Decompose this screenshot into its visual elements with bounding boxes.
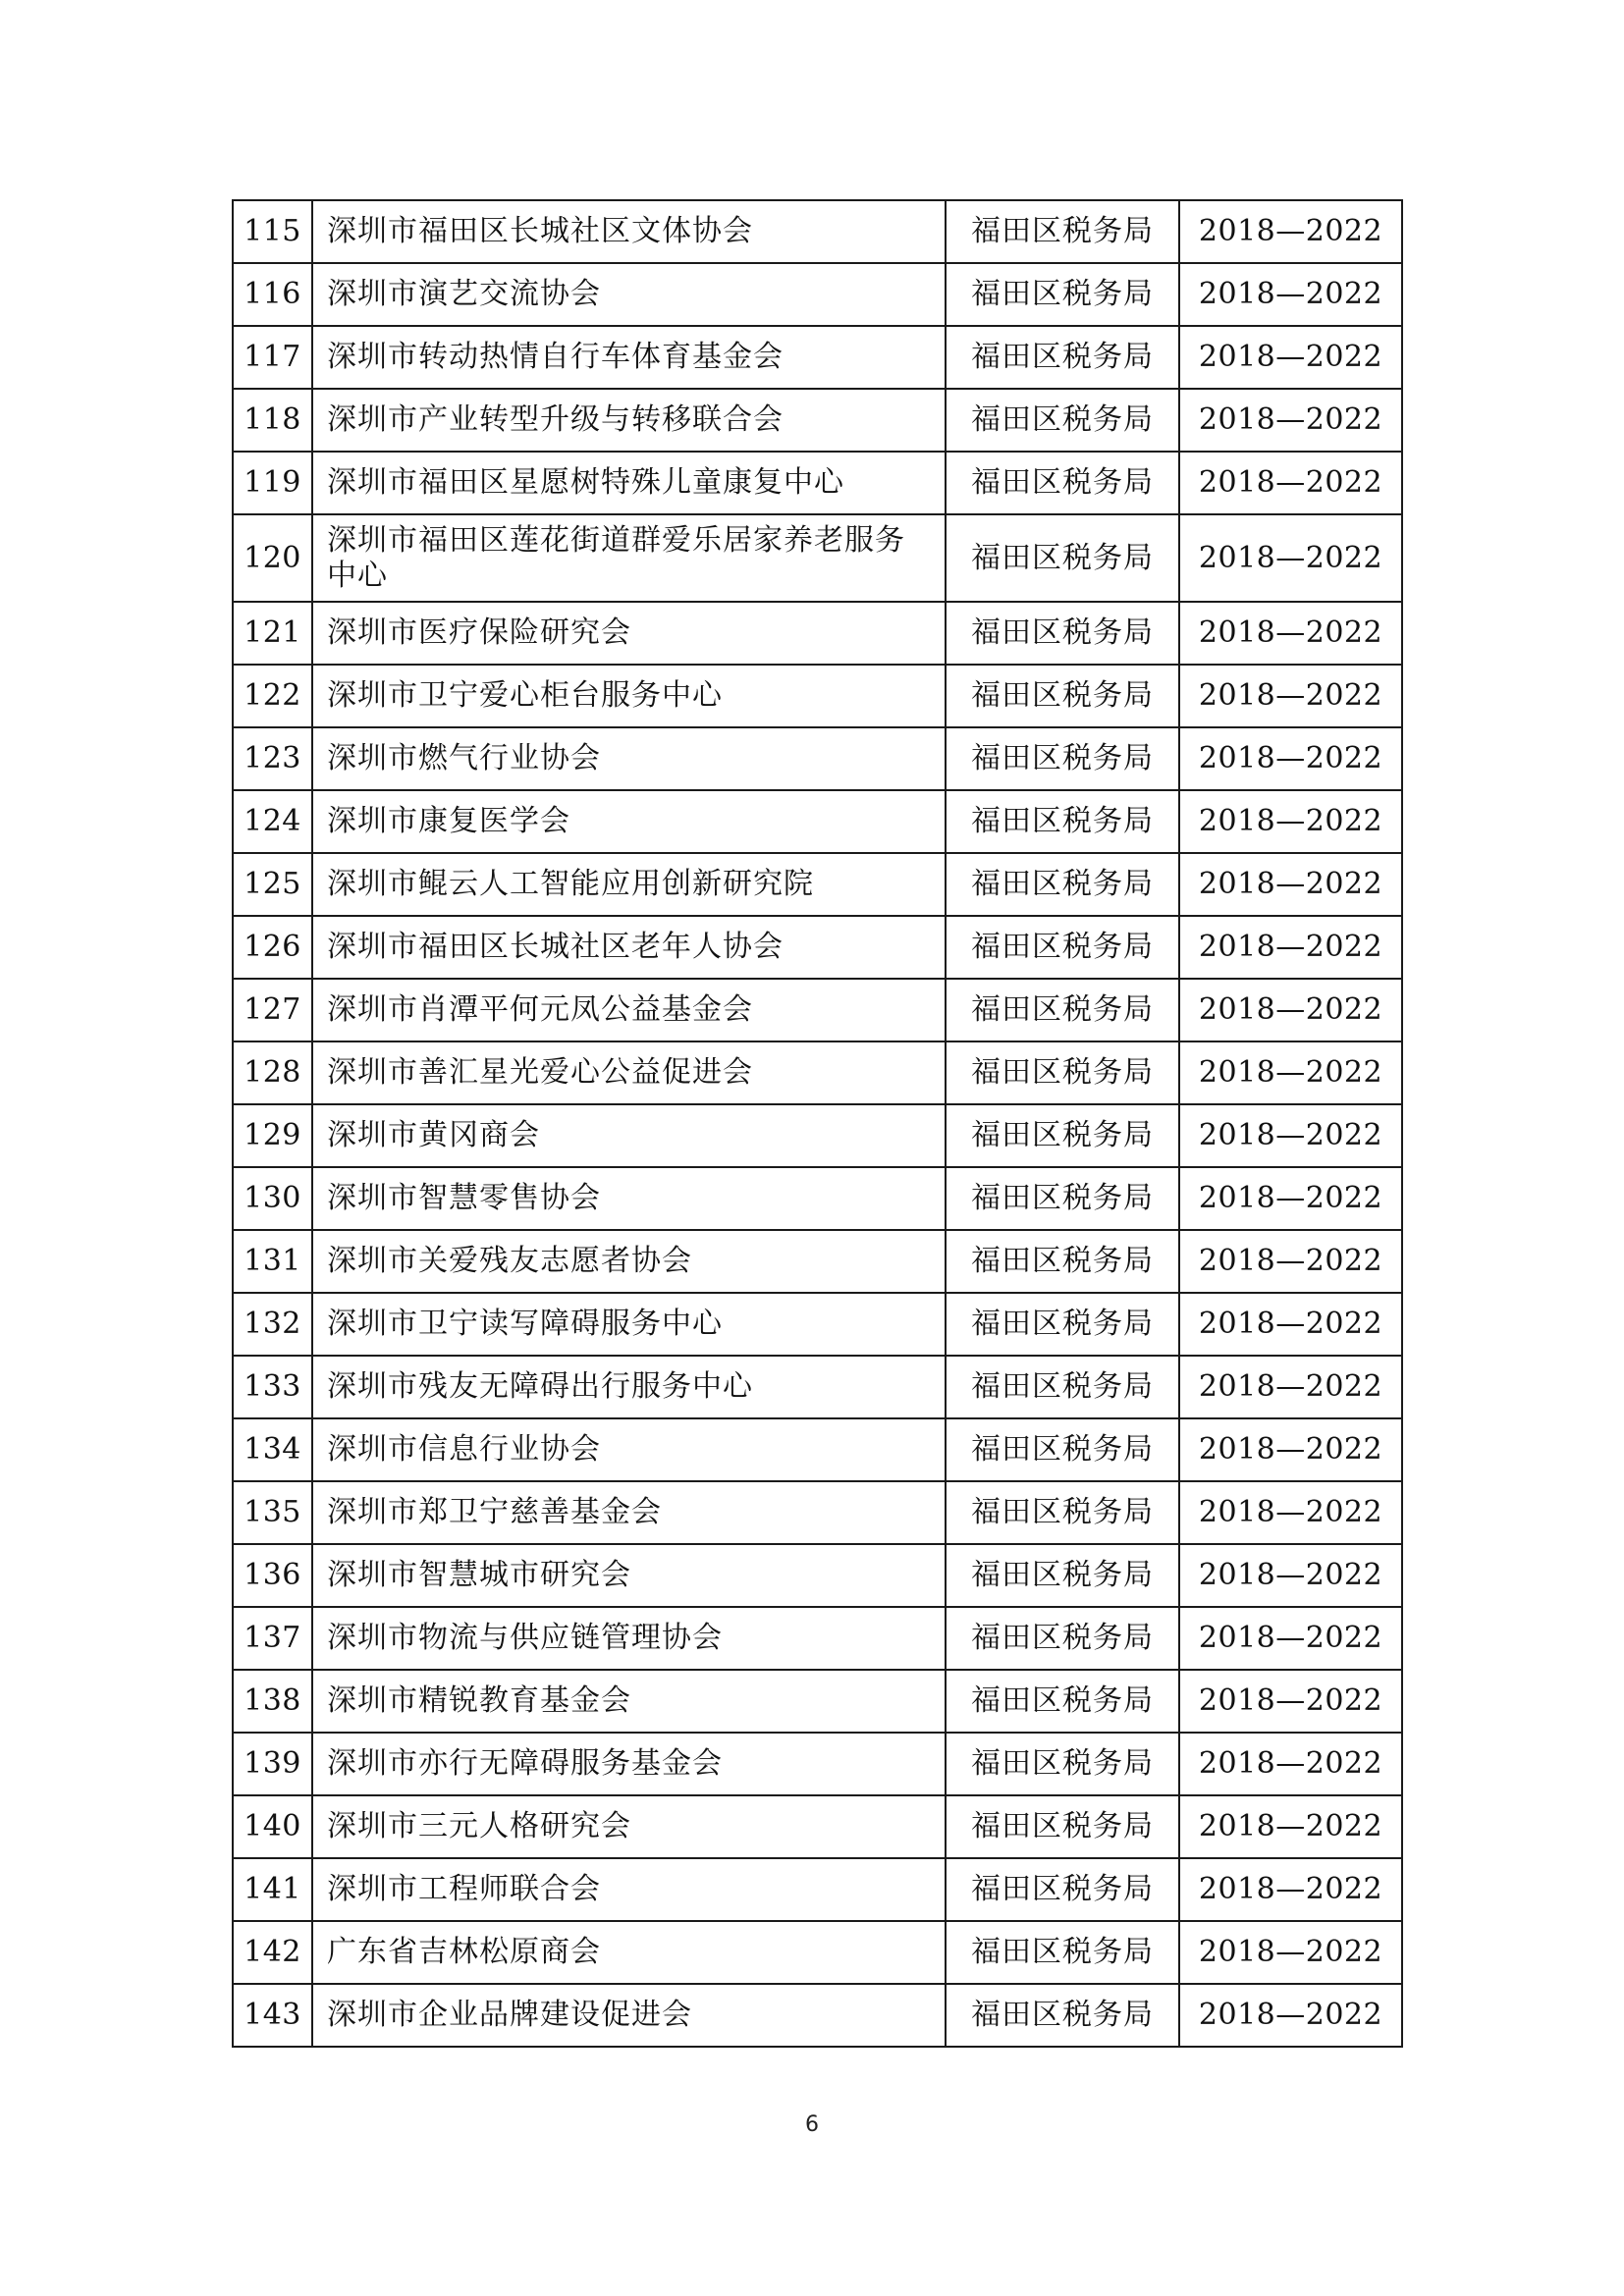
table-row xyxy=(233,1293,1402,1356)
organization-name: 深圳市卫宁读写障碍服务中心 xyxy=(312,1293,946,1356)
qualification-period: 2018—2022 xyxy=(1179,1230,1402,1293)
organization-name: 深圳市关爱残友志愿者协会 xyxy=(312,1230,946,1293)
organization-name: 深圳市三元人格研究会 xyxy=(312,1795,946,1858)
tax-authority: 福田区税务局 xyxy=(946,727,1179,790)
table-row xyxy=(233,326,1402,389)
row-number: 137 xyxy=(233,1607,312,1670)
table-row xyxy=(233,1858,1402,1921)
table-row xyxy=(233,916,1402,979)
table-row xyxy=(233,1921,1402,1984)
row-number: 133 xyxy=(233,1356,312,1418)
qualification-period: 2018—2022 xyxy=(1179,1356,1402,1418)
qualification-period: 2018—2022 xyxy=(1179,1607,1402,1670)
row-number: 120 xyxy=(233,514,312,602)
table-row xyxy=(233,979,1402,1041)
qualification-period: 2018—2022 xyxy=(1179,1167,1402,1230)
qualification-period: 2018—2022 xyxy=(1179,916,1402,979)
tax-authority: 福田区税务局 xyxy=(946,1984,1179,2047)
organization-name: 深圳市肖潭平何元凤公益基金会 xyxy=(312,979,946,1041)
qualification-period: 2018—2022 xyxy=(1179,1544,1402,1607)
qualification-period: 2018—2022 xyxy=(1179,665,1402,727)
row-number: 124 xyxy=(233,790,312,853)
qualification-period: 2018—2022 xyxy=(1179,1795,1402,1858)
row-number: 122 xyxy=(233,665,312,727)
table-row xyxy=(233,1544,1402,1607)
organization-name: 深圳市智慧零售协会 xyxy=(312,1167,946,1230)
table-row xyxy=(233,1104,1402,1167)
qualification-period: 2018—2022 xyxy=(1179,1858,1402,1921)
table-row xyxy=(233,727,1402,790)
qualification-period: 2018—2022 xyxy=(1179,1041,1402,1104)
qualification-period: 2018—2022 xyxy=(1179,1670,1402,1733)
row-number: 140 xyxy=(233,1795,312,1858)
organization-name: 深圳市转动热情自行车体育基金会 xyxy=(312,326,946,389)
table-row xyxy=(233,602,1402,665)
tax-authority: 福田区税务局 xyxy=(946,1293,1179,1356)
table-row xyxy=(233,1733,1402,1795)
tax-authority: 福田区税务局 xyxy=(946,853,1179,916)
row-number: 142 xyxy=(233,1921,312,1984)
tax-authority: 福田区税务局 xyxy=(946,389,1179,452)
tax-authority: 福田区税务局 xyxy=(946,916,1179,979)
row-number: 128 xyxy=(233,1041,312,1104)
organization-name: 深圳市智慧城市研究会 xyxy=(312,1544,946,1607)
qualification-period: 2018—2022 xyxy=(1179,514,1402,602)
table-row xyxy=(233,1041,1402,1104)
table-row xyxy=(233,1984,1402,2047)
table-row xyxy=(233,200,1402,263)
tax-authority: 福田区税务局 xyxy=(946,1544,1179,1607)
qualification-period: 2018—2022 xyxy=(1179,1104,1402,1167)
organization-table-body xyxy=(233,200,1402,2047)
tax-authority: 福田区税务局 xyxy=(946,326,1179,389)
table-row xyxy=(233,452,1402,514)
organization-name: 深圳市工程师联合会 xyxy=(312,1858,946,1921)
qualification-period: 2018—2022 xyxy=(1179,326,1402,389)
organization-name: 深圳市福田区星愿树特殊儿童康复中心 xyxy=(312,452,946,514)
table-row xyxy=(233,665,1402,727)
row-number: 141 xyxy=(233,1858,312,1921)
tax-authority: 福田区税务局 xyxy=(946,1041,1179,1104)
table-row xyxy=(233,1481,1402,1544)
row-number: 116 xyxy=(233,263,312,326)
qualification-period: 2018—2022 xyxy=(1179,263,1402,326)
table-row xyxy=(233,790,1402,853)
qualification-period: 2018—2022 xyxy=(1179,389,1402,452)
organization-name: 深圳市物流与供应链管理协会 xyxy=(312,1607,946,1670)
table-row xyxy=(233,1418,1402,1481)
tax-authority: 福田区税务局 xyxy=(946,1418,1179,1481)
organization-name: 广东省吉林松原商会 xyxy=(312,1921,946,1984)
tax-authority: 福田区税务局 xyxy=(946,1795,1179,1858)
tax-authority: 福田区税务局 xyxy=(946,1670,1179,1733)
row-number: 127 xyxy=(233,979,312,1041)
row-number: 136 xyxy=(233,1544,312,1607)
organization-name: 深圳市康复医学会 xyxy=(312,790,946,853)
qualification-period: 2018—2022 xyxy=(1179,790,1402,853)
row-number: 117 xyxy=(233,326,312,389)
row-number: 135 xyxy=(233,1481,312,1544)
tax-authority: 福田区税务局 xyxy=(946,200,1179,263)
organization-name: 深圳市燃气行业协会 xyxy=(312,727,946,790)
row-number: 123 xyxy=(233,727,312,790)
table-row xyxy=(233,853,1402,916)
table-row xyxy=(233,1670,1402,1733)
qualification-period: 2018—2022 xyxy=(1179,979,1402,1041)
qualification-period: 2018—2022 xyxy=(1179,1418,1402,1481)
row-number: 115 xyxy=(233,200,312,263)
tax-authority: 福田区税务局 xyxy=(946,514,1179,602)
table-row xyxy=(233,1356,1402,1418)
organization-name: 深圳市企业品牌建设促进会 xyxy=(312,1984,946,2047)
row-number: 134 xyxy=(233,1418,312,1481)
table-row xyxy=(233,514,1402,602)
organization-name: 深圳市演艺交流协会 xyxy=(312,263,946,326)
tax-authority: 福田区税务局 xyxy=(946,790,1179,853)
table-row xyxy=(233,263,1402,326)
row-number: 130 xyxy=(233,1167,312,1230)
organization-name: 深圳市卫宁爱心柜台服务中心 xyxy=(312,665,946,727)
organization-table xyxy=(232,199,1403,2048)
page-number: 6 xyxy=(805,2112,819,2137)
qualification-period: 2018—2022 xyxy=(1179,1293,1402,1356)
row-number: 138 xyxy=(233,1670,312,1733)
tax-authority: 福田区税务局 xyxy=(946,1733,1179,1795)
organization-name: 深圳市黄冈商会 xyxy=(312,1104,946,1167)
table-row xyxy=(233,1795,1402,1858)
organization-name: 深圳市福田区长城社区老年人协会 xyxy=(312,916,946,979)
qualification-period: 2018—2022 xyxy=(1179,727,1402,790)
tax-authority: 福田区税务局 xyxy=(946,1104,1179,1167)
organization-name: 深圳市福田区长城社区文体协会 xyxy=(312,200,946,263)
table-row xyxy=(233,389,1402,452)
organization-name: 深圳市郑卫宁慈善基金会 xyxy=(312,1481,946,1544)
table-row xyxy=(233,1607,1402,1670)
organization-name: 深圳市产业转型升级与转移联合会 xyxy=(312,389,946,452)
qualification-period: 2018—2022 xyxy=(1179,1984,1402,2047)
organization-name: 深圳市善汇星光爱心公益促进会 xyxy=(312,1041,946,1104)
tax-authority: 福田区税务局 xyxy=(946,1858,1179,1921)
tax-authority: 福田区税务局 xyxy=(946,602,1179,665)
qualification-period: 2018—2022 xyxy=(1179,200,1402,263)
row-number: 125 xyxy=(233,853,312,916)
qualification-period: 2018—2022 xyxy=(1179,1481,1402,1544)
organization-name: 深圳市福田区莲花街道群爱乐居家养老服务中心 xyxy=(312,514,946,602)
organization-name: 深圳市医疗保险研究会 xyxy=(312,602,946,665)
qualification-period: 2018—2022 xyxy=(1179,602,1402,665)
qualification-period: 2018—2022 xyxy=(1179,1921,1402,1984)
row-number: 132 xyxy=(233,1293,312,1356)
tax-authority: 福田区税务局 xyxy=(946,263,1179,326)
row-number: 131 xyxy=(233,1230,312,1293)
tax-authority: 福田区税务局 xyxy=(946,1356,1179,1418)
row-number: 139 xyxy=(233,1733,312,1795)
row-number: 119 xyxy=(233,452,312,514)
qualification-period: 2018—2022 xyxy=(1179,1733,1402,1795)
table-row xyxy=(233,1230,1402,1293)
tax-authority: 福田区税务局 xyxy=(946,665,1179,727)
row-number: 129 xyxy=(233,1104,312,1167)
tax-authority: 福田区税务局 xyxy=(946,1481,1179,1544)
qualification-period: 2018—2022 xyxy=(1179,853,1402,916)
row-number: 118 xyxy=(233,389,312,452)
organization-name: 深圳市鲲云人工智能应用创新研究院 xyxy=(312,853,946,916)
tax-authority: 福田区税务局 xyxy=(946,979,1179,1041)
row-number: 121 xyxy=(233,602,312,665)
tax-authority: 福田区税务局 xyxy=(946,1921,1179,1984)
tax-authority: 福田区税务局 xyxy=(946,1230,1179,1293)
organization-name: 深圳市残友无障碍出行服务中心 xyxy=(312,1356,946,1418)
table-row xyxy=(233,1167,1402,1230)
organization-name: 深圳市信息行业协会 xyxy=(312,1418,946,1481)
tax-authority: 福田区税务局 xyxy=(946,1167,1179,1230)
organization-name: 深圳市精锐教育基金会 xyxy=(312,1670,946,1733)
tax-authority: 福田区税务局 xyxy=(946,452,1179,514)
row-number: 126 xyxy=(233,916,312,979)
row-number: 143 xyxy=(233,1984,312,2047)
organization-name: 深圳市亦行无障碍服务基金会 xyxy=(312,1733,946,1795)
tax-authority: 福田区税务局 xyxy=(946,1607,1179,1670)
qualification-period: 2018—2022 xyxy=(1179,452,1402,514)
